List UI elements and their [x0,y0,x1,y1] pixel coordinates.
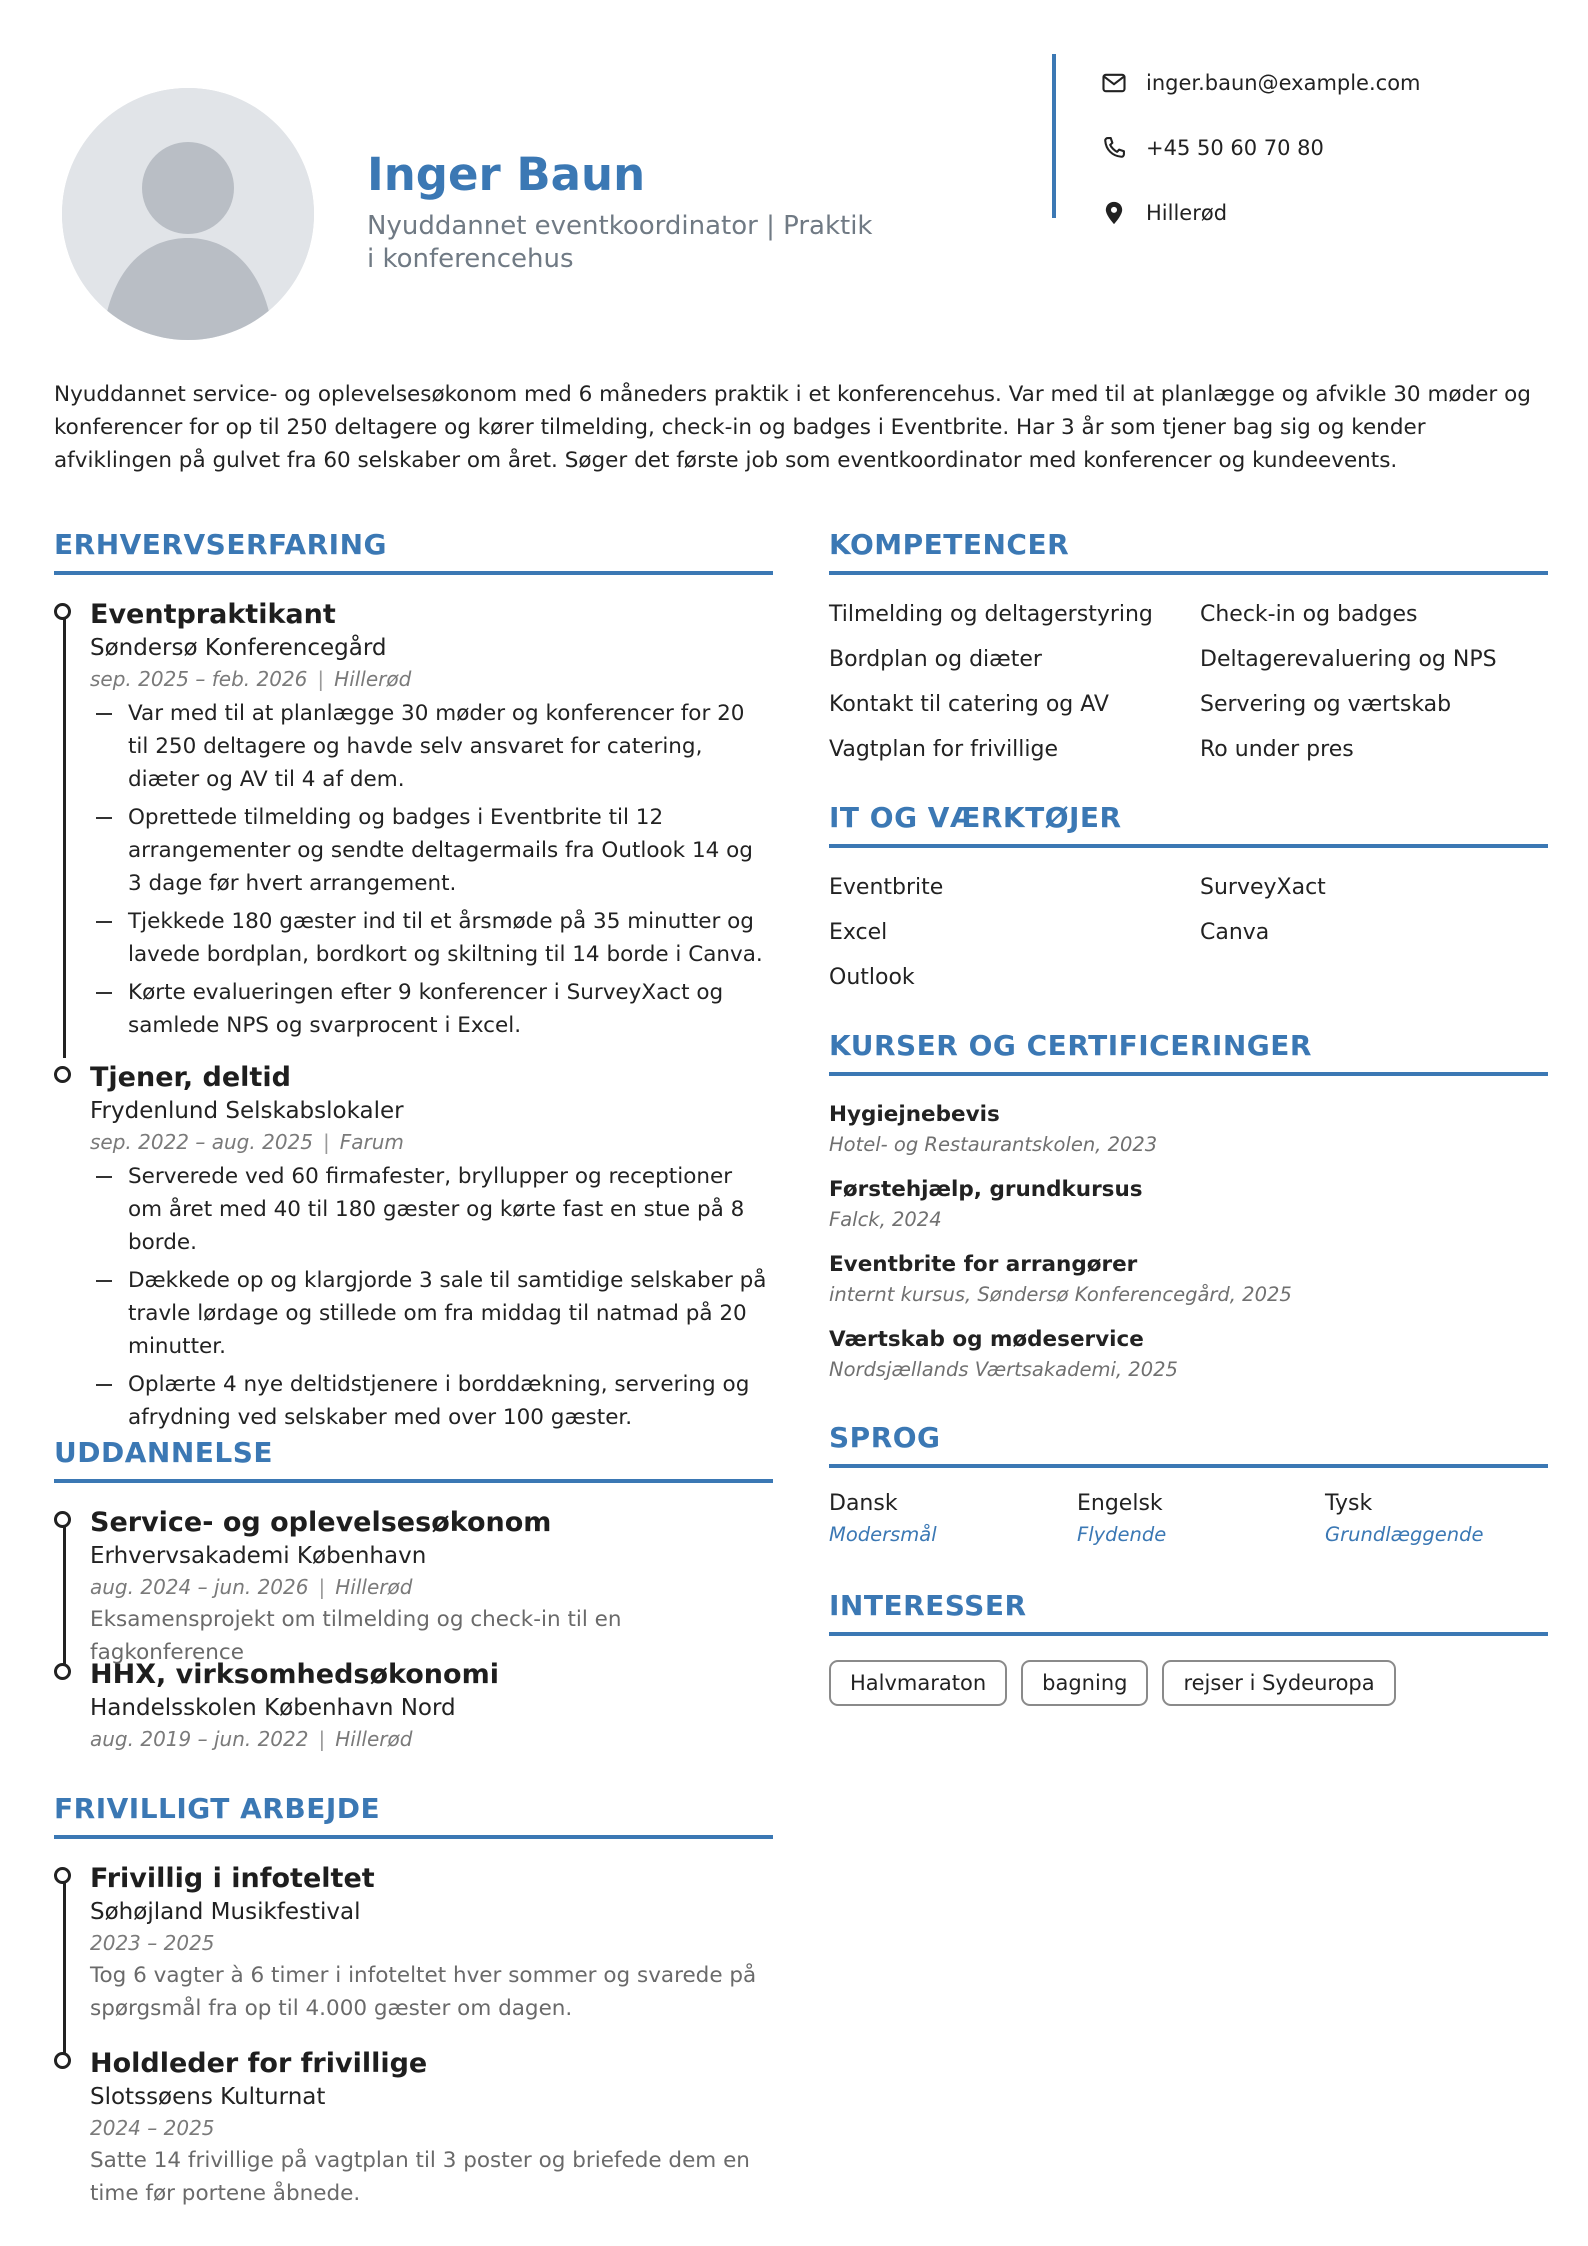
job-title: Eventpraktikant [90,599,336,630]
skill-item: Servering og værtskab [1200,692,1452,717]
skill-item: Ro under pres [1200,737,1354,762]
section-rule [829,1072,1548,1076]
contact-email[interactable] [1100,50,1421,115]
skill-item: Check-in og badges [1200,602,1418,627]
section-rule [54,1479,773,1483]
tools-grid [829,865,1571,1000]
section-rule [829,844,1548,848]
map-pin-icon [1100,199,1128,227]
timeline-line [63,614,66,1058]
course-name: Værtskab og mødeservice [829,1327,1144,1352]
skill-item: Bordplan og diæter [829,647,1042,672]
interest-chip: rejser i Sydeuropa [1162,1660,1395,1706]
tool-item: Canva [1200,920,1270,945]
section-rule [829,1464,1548,1468]
tool-item: Eventbrite [829,875,944,900]
section-title-languages: SPROG [829,1421,941,1454]
degree-place: Hillerød [335,1727,413,1751]
education-entry [90,1506,770,1669]
language-entry [1325,1488,1565,1550]
avatar-icon [62,88,314,340]
volunteer-dates: 2023 – 2025 [90,1931,215,1955]
envelope-icon [1100,69,1128,97]
job-meta [90,1127,770,1158]
skill-item: Deltagerevaluering og NPS [1200,647,1497,672]
job-place: Farum [339,1130,404,1154]
meta-separator: | [318,1727,326,1751]
volunteer-entry [90,1862,770,2025]
school: Erhvervsakademi København [90,1543,427,1569]
degree-dates: aug. 2019 – jun. 2022 [90,1727,309,1751]
degree-title: Service- og oplevelsesøkonom [90,1507,552,1538]
bullet-item: Oprettede tilmelding og badges i Eventbrite til 12 arrangementer og sendte deltagermails fra Outlook 14 og 3 dage før hvert arrangement. [90,801,770,900]
job-bullets [90,697,770,1042]
language-entry [829,1488,1069,1550]
course-entry [829,1250,1292,1310]
interest-chip: Halvmaraton [829,1660,1007,1706]
tool-item: Excel [829,920,888,945]
contact-phone[interactable] [1100,115,1421,180]
meta-separator: | [317,667,325,691]
section-rule [54,1835,773,1839]
skill-item: Vagtplan for frivillige [829,737,1059,762]
job-dates: sep. 2025 – feb. 2026 [90,667,308,691]
degree-place: Hillerød [335,1575,413,1599]
job-title: Tjener, deltid [90,1062,291,1093]
bullet-item: Tjekkede 180 gæster ind til et årsmøde på 35 minutter og lavede bordplan, bordkort og skiltning til 14 borde i Canva. [90,905,770,971]
bullet-item: Dækkede op og klargjorde 3 sale til samtidige selskaber på travle lørdage og stillede om fra middag til natmad på 20 minutter. [90,1264,770,1363]
tool-item: Outlook [829,965,915,990]
course-name: Hygiejnebevis [829,1102,1000,1127]
volunteer-org: Slotssøens Kulturnat [90,2084,326,2110]
volunteer-dates: 2024 – 2025 [90,2116,215,2140]
volunteer-description: Tog 6 vagter à 6 timer i infoteltet hver sommer og svarede på spørgsmål fra op til 4.000 gæster om dagen. [90,1963,757,2021]
section-title-experience: ERHVERVSERFARING [54,528,387,561]
volunteer-org: Søhøjland Musikfestival [90,1899,361,1925]
timeline-dot [54,1511,71,1528]
tool-item: SurveyXact [1200,875,1326,900]
timeline-line [63,1522,66,1672]
school: Handelsskolen København Nord [90,1695,456,1721]
skill-item: Kontakt til catering og AV [829,692,1109,717]
language-name: Dansk [829,1491,898,1516]
timeline-dot [54,1663,71,1680]
job-meta [90,664,770,695]
profile-photo [62,88,314,340]
section-title-courses: KURSER OG CERTIFICERINGER [829,1029,1312,1062]
timeline-dot [54,1867,71,1884]
interest-chip: bagning [1021,1660,1148,1706]
degree-title: HHX, virksomhedsøkonomi [90,1659,499,1690]
bullet-item: Serverede ved 60 firmafester, bryllupper og receptioner om året med 40 til 180 gæster og kørte fast en stue på 8 borde. [90,1160,770,1259]
job-dates: sep. 2022 – aug. 2025 [90,1130,313,1154]
volunteer-title: Holdleder for frivillige [90,2048,428,2079]
section-rule [829,1632,1548,1636]
education-entry [90,1658,770,1755]
contact-divider [1052,54,1056,218]
contact-block [1100,50,1421,245]
candidate-name: Inger Baun [367,148,646,201]
section-rule [829,571,1548,575]
language-level: Modersmål [829,1523,937,1546]
section-title-skills: KOMPETENCER [829,528,1070,561]
course-entry [829,1100,1157,1160]
email-text: inger.baun@example.com [1146,70,1421,95]
employer: Søndersø Konferencegård [90,635,387,661]
timeline-dot [54,1066,71,1083]
course-source: Nordsjællands Værtsakademi, 2025 [829,1358,1178,1381]
section-title-volunteer: FRIVILLIGT ARBEJDE [54,1792,381,1825]
phone-text: +45 50 60 70 80 [1146,135,1324,160]
section-title-education: UDDANNELSE [54,1436,274,1469]
meta-separator: | [323,1130,330,1154]
candidate-headline: Nyuddannet eventkoordinator | Praktik i konferencehus [367,211,873,274]
language-name: Tysk [1325,1491,1373,1516]
phone-icon [1100,134,1128,162]
course-source: Falck, 2024 [829,1208,942,1231]
volunteer-description: Satte 14 frivillige på vagtplan til 3 poster og briefede dem en time før portene åbnede. [90,2148,750,2206]
skill-item: Tilmelding og deltagerstyring [829,602,1153,627]
bullet-item: Kørte evalueringen efter 9 konferencer i SurveyXact og samlede NPS og svarprocent i Excel. [90,976,770,1042]
section-title-interests: INTERESSER [829,1589,1027,1622]
language-entry [1077,1488,1317,1550]
language-level: Flydende [1077,1523,1167,1546]
course-entry [829,1325,1178,1385]
experience-entry [90,598,770,1047]
course-source: internt kursus, Søndersø Konferencegård, 2025 [829,1283,1292,1306]
skills-grid [829,592,1571,772]
employer: Frydenlund Selskabslokaler [90,1098,404,1124]
experience-entry [90,1061,770,1439]
bullet-item: Var med til at planlægge 30 møder og konferencer for 20 til 250 deltagere og havde selv ansvaret for catering, diæter og AV til 4 af dem. [90,697,770,796]
job-place: Hillerød [334,667,412,691]
profile-summary: Nyuddannet service- og oplevelsesøkonom med 6 måneders praktik i et konferencehus. Var med til at planlægge og afvikle 30 møder og konferencer for op til 250 deltagere og kører tilmelding, check-in og badges i Eventbrite. Har 3 år som tjener bag sig og kender afviklingen på gulvet fra 60 selskaber om året. Søger det første job som eventkoordinator med konferencer og kundeevents. [54,382,1531,473]
interest-chips [829,1660,1396,1706]
contact-location [1100,180,1421,245]
degree-meta [90,1572,770,1603]
degree-description: Eksamensprojekt om tilmelding og check-in til en fagkonference [90,1607,622,1665]
degree-meta [90,1724,770,1755]
meta-separator: | [318,1575,326,1599]
volunteer-title: Frivillig i infoteltet [90,1863,375,1894]
course-source: Hotel- og Restaurantskolen, 2023 [829,1133,1158,1156]
section-rule [54,571,773,575]
course-name: Førstehjælp, grundkursus [829,1177,1143,1202]
language-level: Grundlæggende [1325,1523,1484,1546]
degree-dates: aug. 2024 – jun. 2026 [90,1575,309,1599]
language-name: Engelsk [1077,1491,1163,1516]
section-title-tools: IT OG VÆRKTØJER [829,801,1122,834]
timeline-dot [54,2052,71,2069]
volunteer-entry [90,2047,770,2210]
timeline-line [63,1878,66,2064]
location-text: Hillerød [1146,200,1228,225]
bullet-item: Oplærte 4 nye deltidstjenere i borddækning, servering og afrydning ved selskaber med over 100 gæster. [90,1368,770,1434]
course-entry [829,1175,1143,1235]
job-bullets [90,1160,770,1434]
course-name: Eventbrite for arrangører [829,1252,1138,1277]
timeline-dot [54,603,71,620]
